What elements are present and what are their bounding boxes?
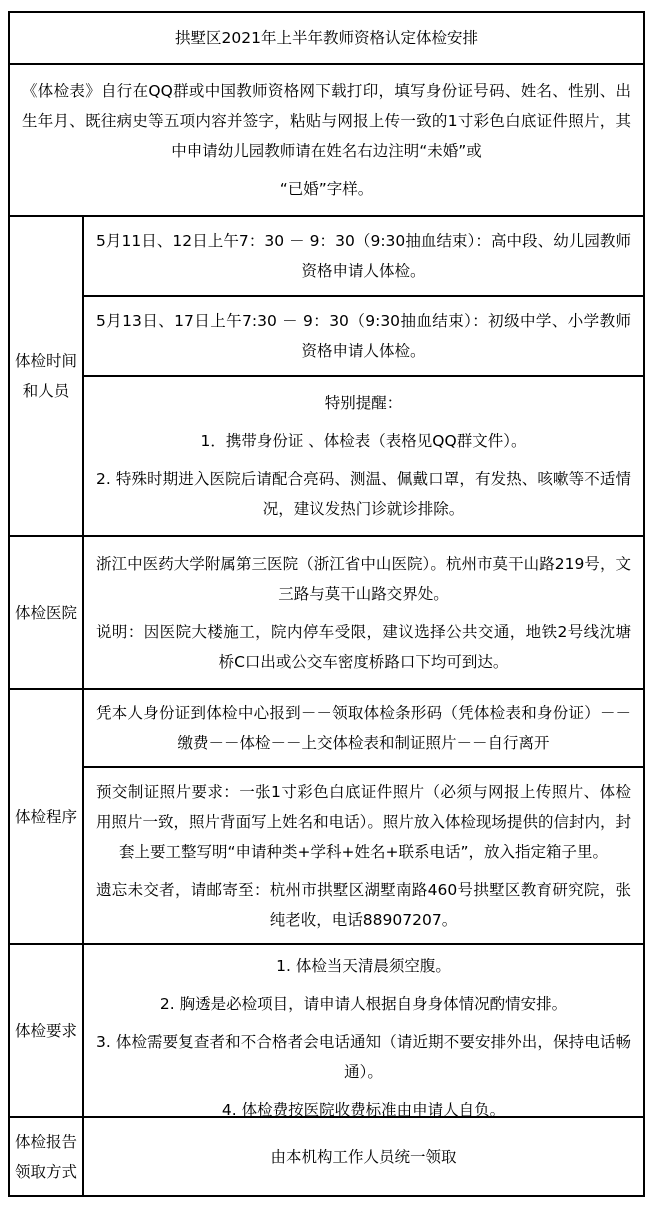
row-header-requirements [10,945,84,1116]
time-section-content [84,217,643,535]
intro-cell [10,65,643,215]
row-header-procedure [10,690,84,943]
requirement-item-1: 1. 体检当天清晨须空腹。 [276,957,451,975]
procedure-flow-cell [84,690,643,768]
title-row [10,13,643,65]
requirements-cell [84,945,643,1131]
requirement-item-4: 4. 体检费按医院收费标准由申请人自负。 [221,1101,506,1119]
procedure-flow: 凭本人身份证到体检中心报到－－领取体检条形码（凭体检表和身份证）－－缴费－－体检－－上交体检表和制证照片－－自行离开 [96,704,631,752]
row-header-time [10,217,84,535]
row-header-report-line2: 领取方式 [14,1162,77,1181]
report-section-row [10,1118,643,1195]
special-notice-item-2: 2. 特殊时期进入医院后请配合亮码、测温、佩戴口罩，有发热、咳嗽等不适情况，建议发热门诊就诊排除。 [96,470,631,518]
procedure-section-content [84,690,643,943]
special-notice-item-1: 1．携带身份证 、体检表（表格见QQ群文件）。 [200,432,527,450]
exam-arrangement-table [8,11,645,1197]
time-slot-1: 5月11日、12日上午7：30 － 9：30（9:30抽血结束）：高中段、幼儿园教师资格申请人体检。 [96,232,631,280]
requirement-item-2: 2. 胸透是必检项目，请申请人根据自身身体情况酌情安排。 [159,995,568,1013]
intro-row [10,65,643,217]
time-slot-2: 5月13日、17日上午7:30 － 9：30（9:30抽血结束）：初级中学、小学教师资格申请人体检。 [96,312,631,360]
row-header-hospital-label: 体检医院 [14,603,77,622]
hospital-cell [84,537,643,688]
hospital-note: 说明：因医院大楼施工，院内停车受限，建议选择公共交通，地铁2号线沈塘桥C口出或公交车密度桥路口下均可到达。 [96,622,631,671]
special-notice-cell [84,377,643,535]
hospital-section-content [84,537,643,688]
row-header-time-line1: 体检时间 [14,352,77,370]
hospital-section-row [10,537,643,690]
row-header-requirements-label: 体检要求 [14,1021,77,1040]
requirements-section-content [84,945,643,1119]
hospital-address: 浙江中医药大学附属第三医院（浙江省中山医院）。杭州市莫干山路219号，文三路与莫干山路交界处。 [96,554,631,603]
row-header-hospital [10,537,84,688]
page-title: 拱墅区2021年上半年教师资格认定体检安排 [175,29,478,47]
time-section-row [10,217,643,537]
intro-paragraph-1: 《体检表》自行在QQ群或中国教师资格网下载打印，填写身份证号码、姓名、性别、出生年月、既往病史等五项内容并签字，粘贴与网报上传一致的1寸彩色白底证件照片，其中申请幼儿园教师请在姓名右边注明“未婚”或 [22,82,631,160]
procedure-photo-requirement: 预交制证照片要求：一张1寸彩色白底证件照片（必须与网报上传照片、体检用照片一致，照片背面写上姓名和电话）。照片放入体检现场提供的信封内，封套上要工整写明“申请种类+学科+姓名+联系电话”，放入指定箱子里。 [96,782,631,861]
row-header-report-line1: 体检报告 [14,1132,77,1151]
intro-paragraph-2: “已婚”字样。 [279,180,374,198]
special-notice-title: 特别提醒： [324,394,403,412]
requirements-section-row [10,945,643,1118]
report-section-content [84,1118,643,1195]
requirement-item-3: 3. 体检需要复查者和不合格者会电话通知（请近期不要安排外出，保持电话畅通）。 [96,1033,631,1081]
report-pickup-method: 由本机构工作人员统一领取 [270,1147,457,1166]
procedure-mailing-note: 遗忘未交者，请邮寄至：杭州市拱墅区湖墅南路460号拱墅区教育研究院，张纯老收，电话88907207。 [96,880,631,929]
procedure-photo-cell [84,768,643,943]
report-cell [84,1118,643,1195]
row-header-report [10,1118,84,1195]
procedure-section-row [10,690,643,945]
title-cell [10,13,643,63]
row-header-procedure-label: 体检程序 [14,807,77,826]
time-slot-2-cell [84,297,643,377]
time-slot-1-cell [84,217,643,297]
row-header-time-line2: 和人员 [22,382,70,400]
